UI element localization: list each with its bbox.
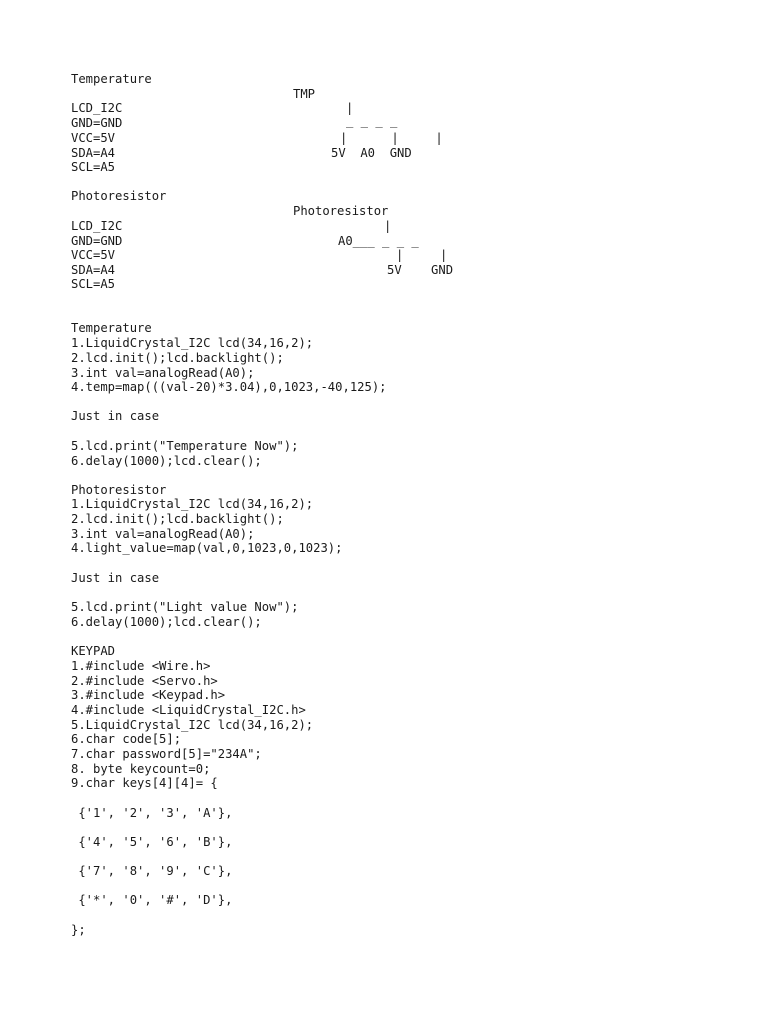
tmp-pin-bar: | <box>346 101 354 115</box>
temp-heading-2: Temperature <box>71 321 152 335</box>
photo-code-4: 4.light_value=map(val,0,1023,0,1023); <box>71 541 343 555</box>
photo-label: Photoresistor <box>293 204 389 218</box>
sda-2: SDA=A4 <box>71 263 116 277</box>
lcd-i2c-1: LCD_I2C <box>71 101 123 115</box>
just-in-case-2: Just in case <box>71 571 160 585</box>
keypad-code-3: 3.#include <Keypad.h> <box>71 688 226 702</box>
keys-row-2: {'4', '5', '6', 'B'}, <box>71 835 233 849</box>
photo-code-1: 1.LiquidCrystal_I2C lcd(34,16,2); <box>71 497 314 511</box>
photo-pin-bar: | <box>384 219 392 233</box>
keys-row-4: {'*', '0', '#', 'D'}, <box>71 893 233 907</box>
keys-close: }; <box>71 923 86 937</box>
photo-heading-1: Photoresistor <box>71 189 167 203</box>
photo-body: A0___ _ _ _ <box>338 234 419 248</box>
lcd-i2c-2: LCD_I2C <box>71 219 123 233</box>
keypad-code-1: 1.#include <Wire.h> <box>71 659 211 673</box>
gnd-2: GND=GND <box>71 234 123 248</box>
keypad-code-5: 5.LiquidCrystal_I2C lcd(34,16,2); <box>71 718 314 732</box>
keypad-code-2: 2.#include <Servo.h> <box>71 674 218 688</box>
photo-code-5: 5.lcd.print("Light value Now"); <box>71 600 299 614</box>
temp-code-4: 4.temp=map(((val-20)*3.04),0,1023,-40,125); <box>71 380 387 394</box>
tmp-legs: | | | <box>340 131 443 145</box>
scl-2: SCL=A5 <box>71 277 116 291</box>
keys-row-3: {'7', '8', '9', 'C'}, <box>71 864 233 878</box>
temp-code-5: 5.lcd.print("Temperature Now"); <box>71 439 299 453</box>
tmp-label: TMP <box>293 87 316 101</box>
keypad-code-9: 9.char keys[4][4]= { <box>71 776 218 790</box>
tmp-pins: 5V A0 GND <box>331 146 412 160</box>
vcc-2: VCC=5V <box>71 248 116 262</box>
photo-pins: 5V GND <box>387 263 454 277</box>
keypad-code-4: 4.#include <LiquidCrystal_I2C.h> <box>71 703 306 717</box>
tmp-body: _ _ _ _ <box>346 114 398 128</box>
gnd-1: GND=GND <box>71 116 123 130</box>
keypad-code-8: 8. byte keycount=0; <box>71 762 211 776</box>
keypad-code-6: 6.char code[5]; <box>71 732 182 746</box>
temp-code-3: 3.int val=analogRead(A0); <box>71 366 255 380</box>
temp-heading-1: Temperature <box>71 72 152 86</box>
sda-1: SDA=A4 <box>71 146 116 160</box>
keys-row-1: {'1', '2', '3', 'A'}, <box>71 806 233 820</box>
scl-1: SCL=A5 <box>71 160 116 174</box>
vcc-1: VCC=5V <box>71 131 116 145</box>
temp-code-2: 2.lcd.init();lcd.backlight(); <box>71 351 284 365</box>
temp-code-1: 1.LiquidCrystal_I2C lcd(34,16,2); <box>71 336 314 350</box>
temp-code-6: 6.delay(1000);lcd.clear(); <box>71 454 262 468</box>
photo-code-6: 6.delay(1000);lcd.clear(); <box>71 615 262 629</box>
photo-heading-2: Photoresistor <box>71 483 167 497</box>
photo-code-3: 3.int val=analogRead(A0); <box>71 527 255 541</box>
photo-code-2: 2.lcd.init();lcd.backlight(); <box>71 512 284 526</box>
just-in-case-1: Just in case <box>71 409 160 423</box>
keypad-heading: KEYPAD <box>71 644 116 658</box>
photo-legs: | | <box>396 248 448 262</box>
keypad-code-7: 7.char password[5]="234A"; <box>71 747 262 761</box>
